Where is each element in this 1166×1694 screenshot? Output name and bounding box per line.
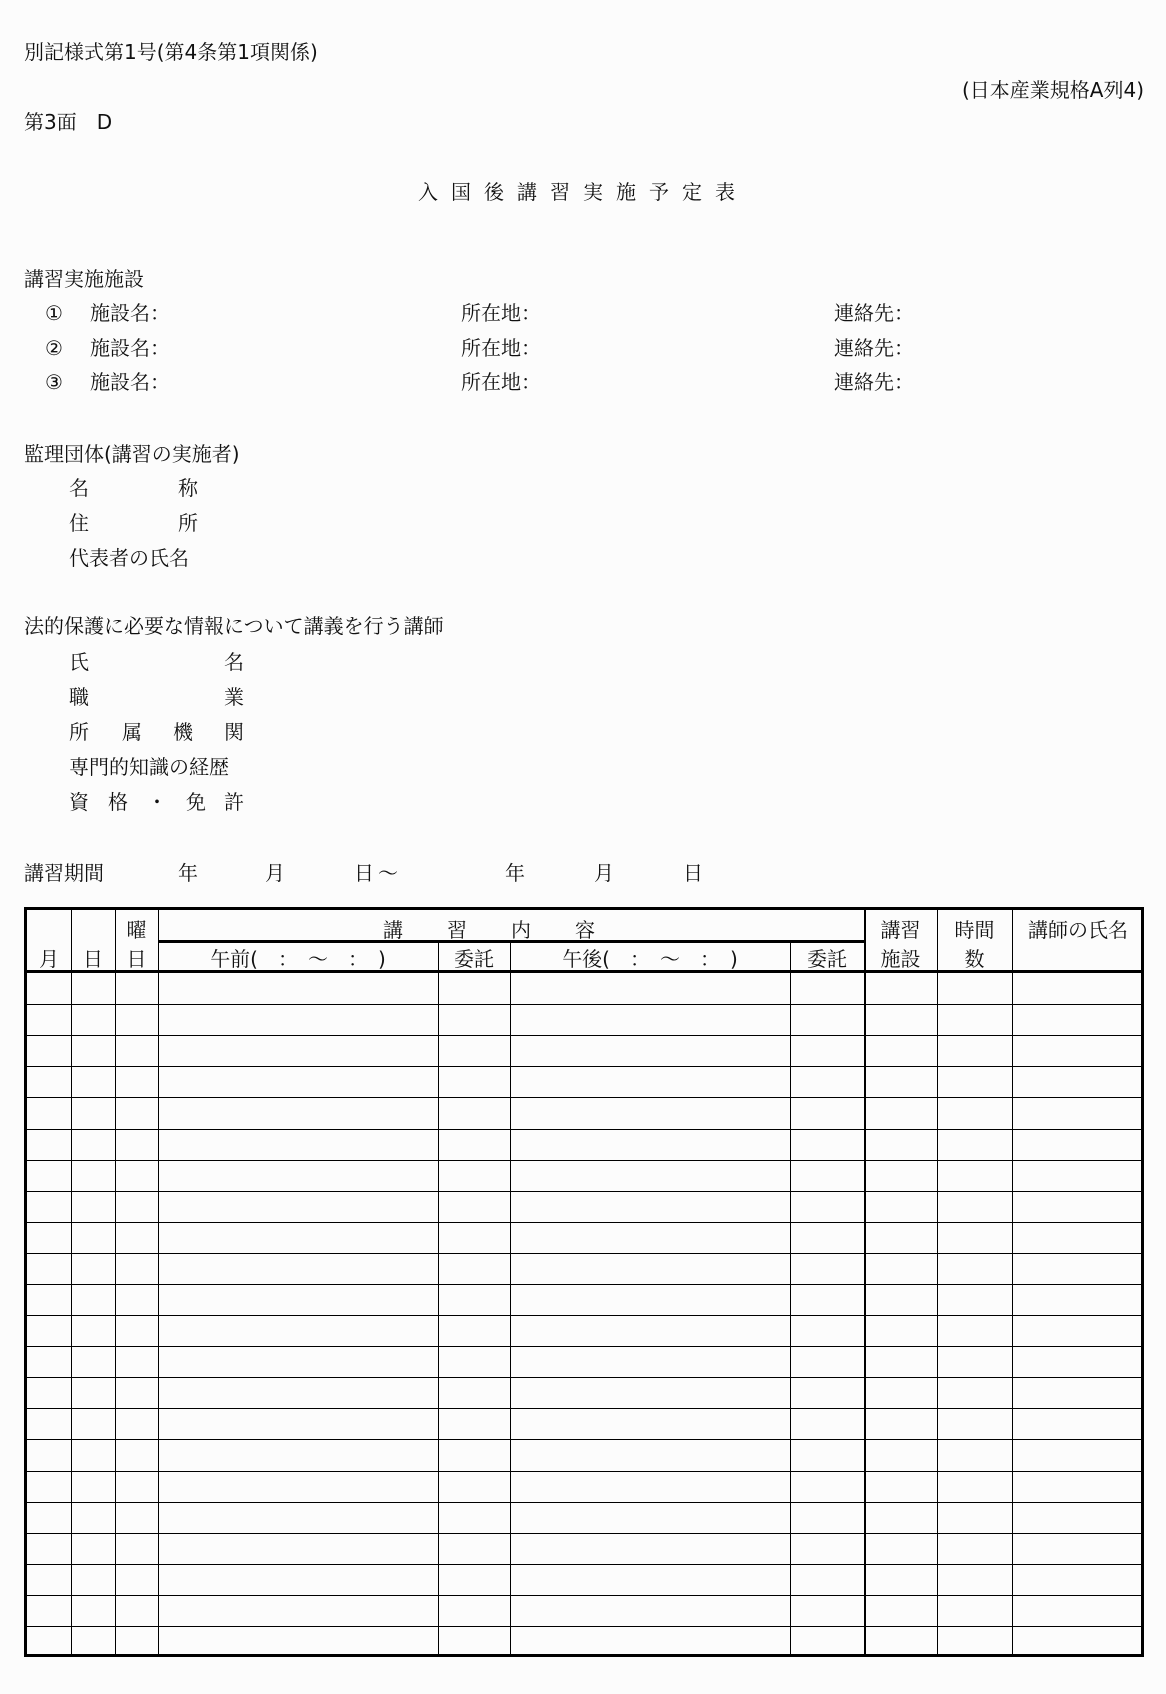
period-start-day: 日 (354, 861, 374, 885)
column-line (115, 910, 116, 1654)
col-lecturer-name: 講師の氏名 (1028, 918, 1128, 942)
header-subdivider (158, 940, 864, 943)
content-char: 内 (511, 918, 575, 942)
row-line (27, 1066, 1141, 1067)
column-line (438, 940, 439, 1654)
row-line (27, 1004, 1141, 1005)
facility-contact-label: 連絡先： (834, 336, 914, 360)
row-line (27, 1097, 1141, 1098)
org-address-label-2: 所 (178, 511, 198, 535)
col-consign-pm: 委託 (807, 947, 847, 971)
row-line (27, 1191, 1141, 1192)
org-representative-label: 代表者の氏名 (69, 546, 189, 570)
row-line (27, 1595, 1141, 1596)
facility-number: ③ (45, 370, 63, 394)
facility-name-label: 施設名： (90, 301, 170, 325)
row-line (27, 1377, 1141, 1378)
col-month: 月 (39, 947, 59, 971)
lecturer-heading: 法的保護に必要な情報について講義を行う講師 (24, 614, 444, 638)
lecturer-name-2: 名 (224, 650, 244, 674)
lecturer-affiliation-3: 機 (173, 720, 193, 744)
lecturer-occupation-2: 業 (224, 685, 244, 709)
row-line (27, 1129, 1141, 1130)
row-line (27, 1315, 1141, 1316)
period-start-month: 月 (265, 861, 285, 885)
form-number: 別記様式第1号(第4条第1項関係) (24, 40, 318, 64)
column-line (790, 940, 791, 1654)
lecturer-qualification-3: ・ (147, 790, 167, 814)
facility-number: ② (45, 336, 63, 360)
col-consign-am: 委託 (454, 947, 494, 971)
row-line (27, 1160, 1141, 1161)
row-line (27, 1471, 1141, 1472)
facility-name-label: 施設名： (90, 336, 170, 360)
facility-contact-label: 連絡先： (834, 370, 914, 394)
row-line (27, 1502, 1141, 1503)
facility-name-label: 施設名： (90, 370, 170, 394)
facility-address-label: 所在地： (461, 370, 541, 394)
col-facility-2: 施設 (880, 947, 921, 971)
row-line (27, 1564, 1141, 1565)
col-am: 午前( ： ～ ： ) (210, 947, 386, 971)
paper-size: (日本産業規格A列4) (961, 78, 1144, 102)
lecturer-experience: 専門的知識の経歴 (69, 755, 229, 779)
col-hours-2: 数 (964, 947, 985, 971)
header-bottom-line (27, 970, 1141, 973)
col-hours-1: 時間 (954, 918, 995, 942)
col-content (158, 918, 864, 942)
column-line (510, 940, 511, 1654)
row-line (27, 1346, 1141, 1347)
lecturer-qualification-4: 免 (186, 790, 206, 814)
column-line (864, 910, 866, 1654)
content-char: 容 (575, 918, 639, 942)
col-weekday-1: 曜 (126, 918, 147, 942)
facility-number: ① (45, 301, 63, 325)
column-line (71, 910, 72, 1654)
row-line (27, 1408, 1141, 1409)
period-start-year: 年 (178, 861, 198, 885)
lecturer-occupation-1: 職 (69, 685, 89, 709)
content-char: 講 (383, 918, 447, 942)
content-char: 習 (447, 918, 511, 942)
org-address-label-1: 住 (69, 511, 89, 535)
period-tilde: ～ (378, 861, 398, 885)
row-line (27, 1253, 1141, 1254)
column-line (1012, 910, 1013, 1654)
row-line (27, 1439, 1141, 1440)
column-line (158, 910, 159, 1654)
col-facility-1: 講習 (880, 918, 921, 942)
lecturer-qualification-2: 格 (108, 790, 128, 814)
facility-address-label: 所在地： (461, 301, 541, 325)
page-label: 第3面 D (24, 110, 113, 134)
period-label: 講習期間 (24, 861, 104, 885)
lecturer-affiliation-4: 関 (224, 720, 244, 744)
lecturer-affiliation-2: 属 (122, 720, 142, 744)
facilities-heading: 講習実施施設 (24, 267, 144, 291)
lecturer-affiliation-1: 所 (69, 720, 89, 744)
row-line (27, 1035, 1141, 1036)
facility-contact-label: 連絡先： (834, 301, 914, 325)
lecturer-qualification-1: 資 (69, 790, 89, 814)
period-end-day: 日 (683, 861, 703, 885)
column-line (937, 910, 938, 1654)
schedule-table (24, 907, 1144, 1657)
org-name-label-1: 名 (69, 476, 89, 500)
lecturer-qualification-5: 許 (224, 790, 244, 814)
col-weekday-2: 日 (126, 947, 147, 971)
row-line (27, 1284, 1141, 1285)
col-pm: 午後( ： ～ ： ) (562, 947, 738, 971)
row-line (27, 1626, 1141, 1627)
period-end-month: 月 (594, 861, 614, 885)
org-name-label-2: 称 (178, 476, 198, 500)
period-end-year: 年 (505, 861, 525, 885)
organization-heading: 監理団体(講習の実施者) (24, 442, 240, 466)
lecturer-name-1: 氏 (69, 650, 89, 674)
document-title: 入国後講習実施予定表 (418, 180, 748, 204)
col-day: 日 (83, 947, 103, 971)
row-line (27, 1533, 1141, 1534)
facility-address-label: 所在地： (461, 336, 541, 360)
row-line (27, 1222, 1141, 1223)
